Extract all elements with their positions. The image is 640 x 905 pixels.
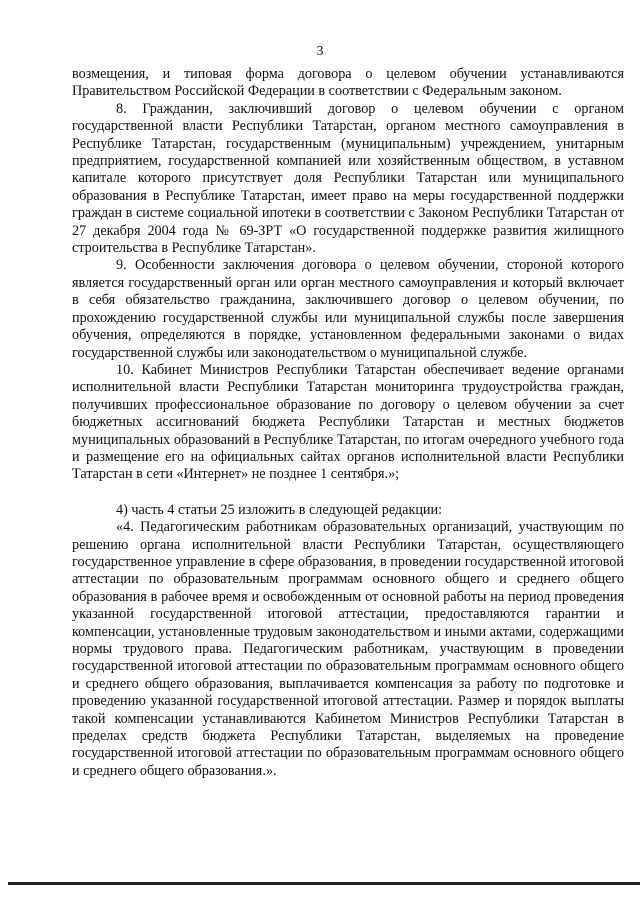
paragraph-part-4-text: «4. Педагогическим работникам образовательных организаций, участвующим по решению органа исполнительной власти Республики Татарстан, осуществляющего государственное управление в сфере образования, в проведении государственной итоговой аттестации по образовательным программам основного общего и среднего общего образования в рабочее время и освобожденным от основной работы на период проведения указанной государственной итоговой аттестации, предоставляются гарантии и компенсации, установленные трудовым законодательством и иными актами, содержащими нормы трудового права. Педагогическим работникам, участвующим в проведении государственной итоговой аттестации по образовательным программам основного общего и среднего общего образования, выплачивается компенсация за работу по подготовке и проведению указанной государственной итоговой аттестации. Размер и порядок выплаты такой компенсации устанавливаются Кабинетом Министров Республики Татарстан в пределах средств бюджета Республики Татарстан, выделяемых на проведение государственной итоговой аттестации по образовательным программам основного общего и среднего общего образования.». (72, 519, 624, 779)
paragraph-continuation: возмещения, и типовая форма договора о целевом обучении устанавливаются Правительством Российской Федерации в соответствии с Федеральным законом. (72, 66, 624, 100)
page-bottom-edge (8, 882, 640, 885)
paragraph-item-10: 10. Кабинет Министров Республики Татарстан обеспечивает ведение органами исполнительной власти Республики Татарстан мониторинга трудоустройства граждан, получивших профессиональное образование по договору о целевом обучении за счет бюджетных ассигнований бюджета Республики Татарстан и местных бюджетов муниципальных образований в Республике Татарстан, по итогам очередного учебного года и размещение его на официальных сайтах органов исполнительной власти Республики Татарстан в сети «Интернет» не позднее 1 сентября.»; (72, 361, 624, 483)
document-body (72, 66, 624, 780)
paragraph-amendment-4: 4) часть 4 статьи 25 изложить в следующей редакции: (116, 501, 443, 518)
page-number: 3 (316, 44, 324, 59)
paragraph-item-9: 9. Особенности заключения договора о целевом обучении, стороной которого является государственный орган или орган местного самоуправления и который включает в себя обязательство гражданина, заключившего договор о целевом обучении, по прохождению государственной службы или муниципальной службы после завершения обучения, определяются в порядке, установленном федеральными законами о видах государственной службы или законодательством о муниципальной службе. (72, 257, 624, 361)
paragraph-item-8: 8. Гражданин, заключивший договор о целевом обучении с органом государственной власти Республики Татарстан, органом местного самоуправления в Республике Татарстан, государственным (муниципальным) учреждением, унитарным предприятием, государственной компанией или хозяйственным обществом, в уставном капитале которого присутствует доля Республики Татарстан или муниципального образования в Республике Татарстан, имеет право на меры государственной поддержки граждан в системе социальной ипотеки в соответствии с Законом Республики Татарстан от 27 декабря 2004 года № 69-ЗРТ «О государственной поддержке развития жилищного строительства в Республике Татарстан». (72, 100, 624, 257)
paragraph-gap (72, 484, 624, 502)
